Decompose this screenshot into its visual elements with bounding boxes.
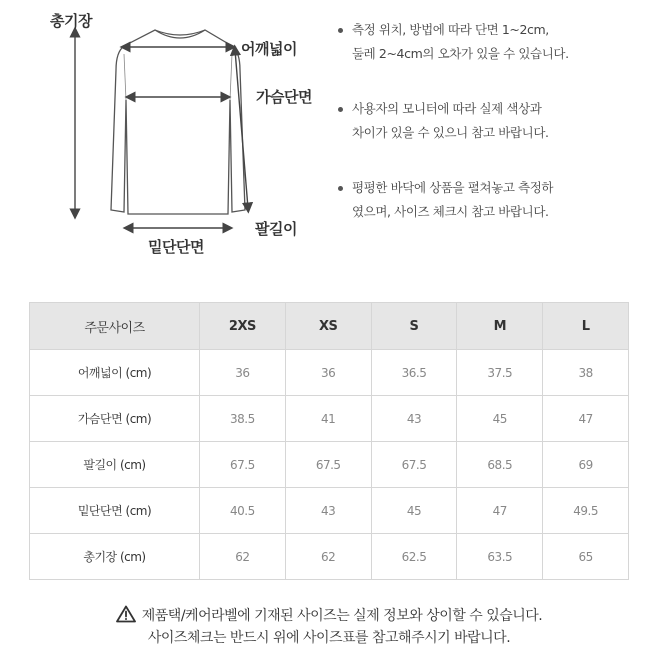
table-row xyxy=(30,396,629,442)
table-cell: 37.5 xyxy=(457,350,543,396)
note-item xyxy=(338,18,648,66)
table-cell: 43 xyxy=(371,396,457,442)
table-cell: 67.5 xyxy=(285,442,371,488)
row-label: 팔길이 (cm) xyxy=(30,442,200,488)
table-cell: 43 xyxy=(285,488,371,534)
note-item xyxy=(338,97,648,145)
table-cell: 62 xyxy=(285,534,371,580)
note-item xyxy=(338,176,648,224)
disclaimer-text: 제품택/케어라벨에 기재된 사이즈는 실제 정보와 상이할 수 있습니다. xyxy=(141,608,543,624)
warning-triangle-icon xyxy=(116,605,136,623)
bullet-icon xyxy=(338,107,343,112)
table-cell: 62.5 xyxy=(371,534,457,580)
table-header-cell: XS xyxy=(285,303,371,350)
table-cell: 45 xyxy=(457,396,543,442)
table-cell: 36.5 xyxy=(371,350,457,396)
measurement-diagram xyxy=(0,0,330,270)
table-cell: 47 xyxy=(543,396,629,442)
table-header-cell: M xyxy=(457,303,543,350)
measurement-notes xyxy=(338,18,648,255)
note-line: 사용자의 모니터에 따라 실제 색상과 xyxy=(352,101,542,116)
disclaimer-text: 사이즈체크는 반드시 위에 사이즈표를 참고해주시기 바랍니다. xyxy=(147,630,511,646)
table-row xyxy=(30,442,629,488)
size-disclaimer xyxy=(0,605,658,649)
table-header-row xyxy=(30,303,629,350)
total-length-label: 총기장 xyxy=(50,12,92,30)
row-label: 가슴단면 (cm) xyxy=(30,396,200,442)
table-row xyxy=(30,534,629,580)
row-label: 어깨넓이 (cm) xyxy=(30,350,200,396)
row-label: 총기장 (cm) xyxy=(30,534,200,580)
table-row xyxy=(30,488,629,534)
table-cell: 49.5 xyxy=(543,488,629,534)
bullet-icon xyxy=(338,186,343,191)
table-cell: 38 xyxy=(543,350,629,396)
table-row xyxy=(30,350,629,396)
note-line: 둘레 2~4cm의 오차가 있을 수 있습니다. xyxy=(352,46,569,61)
note-line: 측정 위치, 방법에 따라 단면 1~2cm, xyxy=(352,22,549,37)
table-cell: 69 xyxy=(543,442,629,488)
table-cell: 40.5 xyxy=(200,488,286,534)
table-cell: 36 xyxy=(285,350,371,396)
table-cell: 67.5 xyxy=(371,442,457,488)
row-label: 밑단단면 (cm) xyxy=(30,488,200,534)
chest-width-label: 가슴단면 xyxy=(256,88,312,106)
table-header-cell: S xyxy=(371,303,457,350)
sleeve-length-label: 팔길이 xyxy=(255,220,297,238)
table-header-cell: 2XS xyxy=(200,303,286,350)
table-cell: 68.5 xyxy=(457,442,543,488)
note-line: 평평한 바닥에 상품을 펼쳐놓고 측정하 xyxy=(352,180,554,195)
table-cell: 47 xyxy=(457,488,543,534)
table-header-cell: L xyxy=(543,303,629,350)
table-cell: 45 xyxy=(371,488,457,534)
note-line: 였으며, 사이즈 체크시 참고 바랍니다. xyxy=(352,204,549,219)
hem-width-label: 밑단단면 xyxy=(148,238,204,256)
table-header-cell: 주문사이즈 xyxy=(30,303,200,350)
disclaimer-line xyxy=(0,605,658,627)
table-cell: 67.5 xyxy=(200,442,286,488)
note-line: 차이가 있을 수 있으니 참고 바랍니다. xyxy=(352,125,549,140)
shoulder-width-label: 어깨넓이 xyxy=(241,40,297,58)
bullet-icon xyxy=(338,28,343,33)
table-cell: 36 xyxy=(200,350,286,396)
table-cell: 63.5 xyxy=(457,534,543,580)
table-cell: 41 xyxy=(285,396,371,442)
size-table xyxy=(29,302,629,580)
table-cell: 62 xyxy=(200,534,286,580)
table-cell: 38.5 xyxy=(200,396,286,442)
table-cell: 65 xyxy=(543,534,629,580)
